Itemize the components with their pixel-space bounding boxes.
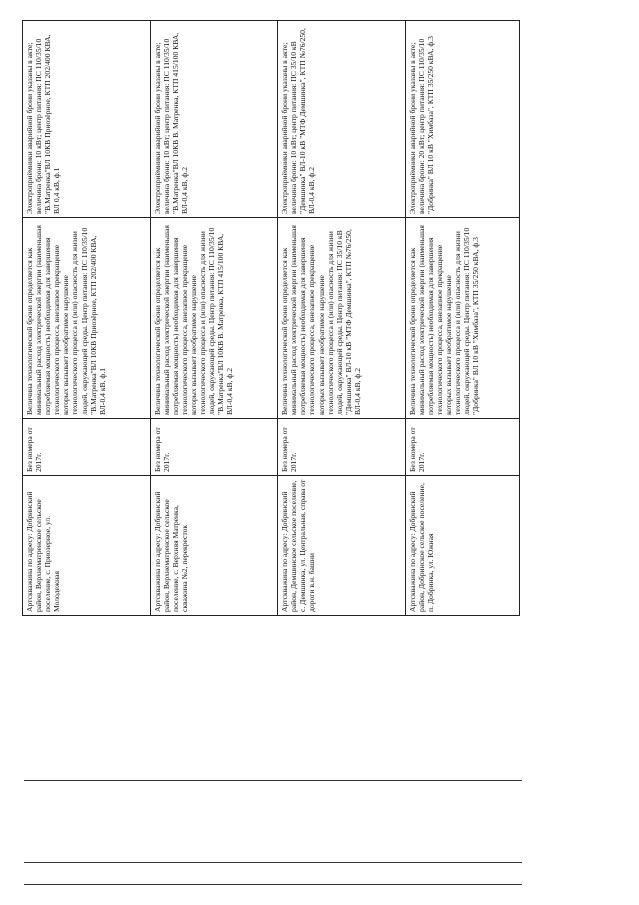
criteria-cell: Величина технологической брони определяется как минимальный расход электрической энергии (наименьшая потребляемая мощность) необходимая для завершения технологического процесса, внезапное прекращение которых вызывает необратимое нарушение технологического процесса и (или) опасность для жизни людей, окружающей среды. Центр питания: ПС 110/35/10 "В.Матренка"ВЛ 10КВ Приозёрное, КТП 202/400 КВА, ВЛ-0,4 кВ, ф.1 — [23, 218, 151, 419]
horizontal-rule-line — [24, 780, 522, 781]
horizontal-rule-line — [24, 862, 522, 863]
table-row — [278, 21, 406, 616]
table-row — [150, 21, 278, 616]
reserve-value-cell: Электроприёмники аварийной брони указаны в акте; величина брони: 10 кВт; центр питания: ПС 110/35/10 "В.Матренка"ВЛ 10КВ В. Матренка, КТП 415/100 КВА, ВЛ-0,4 кВ, ф.2 — [150, 21, 278, 218]
reserve-value-cell: Электроприёмники аварийной брони указаны в акте; величина брони: 10 кВт; центр питания: ПС 35/10 кВ "Демшинка" ВЛ-10 кВ "МТФ Демшинка", КТП №76/250, ВЛ-0,4 кВ, ф.2 — [278, 21, 406, 218]
object-address-cell: Артскважина по адресу: Добринский район, Демшинское сельское поселение, с. Демшинка, ул. Центральная, справа от дороги в.н. башни — [278, 476, 406, 616]
criteria-cell: Величина технологической брони определяется как минимальный расход электрической энергии (наименьшая потребляемая мощность) необходимая для завершения технологического процесса, внезапное прекращение которых вызывает необратимое нарушение технологического процесса и (или) опасность для жизни людей, окружающей среды. Центр питания: ПС 110/35/10 "В.Матренка"ВЛ 10КВ В. Матренка, КТП 415/100 КВА, ВЛ-0,4 кВ, ф.2 — [150, 218, 278, 419]
document-cell: Без номера от 2017г. — [150, 419, 278, 476]
reserve-value-cell: Электроприёмники аварийной брони указаны в акте; величина брони: 20 кВт; центр питания: ПС 110/35/10 "Добринка" ВЛ 10 кВ "Химбаза", КТП 35/250 кВА, ф.3 — [405, 21, 519, 218]
document-cell: Без номера от 2017г. — [23, 419, 151, 476]
object-address-cell: Артскважина по адресу: Добринский район, Верхнематренское сельское поселение, с. Верхняя Матренка, скважина №2, перекресток — [150, 476, 278, 616]
horizontal-rule-line — [24, 884, 522, 885]
rotated-landscape-content — [22, 15, 522, 890]
criteria-cell: Величина технологической брони определяется как минимальный расход электрической энергии (наименьшая потребляемая мощность) необходимая для завершения технологического процесса, внезапное прекращение которых вызывает необратимое нарушение технологического процесса и (или) опасность для жизни людей, окружающей среды. Центр питания: ПС 35/10 кВ "Демшинка" ВЛ-10 кВ "МТФ Демшинка", КТП №76/250, ВЛ-0,4 кВ, ф.2 — [278, 218, 406, 419]
criteria-cell: Величина технологической брони определяется как минимальный расход электрической энергии (наименьшая потребляемая мощность) необходимая для завершения технологического процесса, внезапное прекращение которых вызывает необратимое нарушение технологического процесса и (или) опасность для жизни людей, окружающей среды. Центр питания: ПС 110/35/10 "Добринка" ВЛ 10 кВ "Химбаза", КТП 35/250 кВА, ф.3 — [405, 218, 519, 419]
reserve-table — [22, 20, 520, 616]
object-address-cell: Артскважина по адресу: Добринский район, Верхнематренское сельское поселение, с. Приозерное, ул. Молодежная — [23, 476, 151, 616]
document-cell: Без номера от 2017г. — [405, 419, 519, 476]
table-row — [405, 21, 519, 616]
document-cell: Без номера от 2017г. — [278, 419, 406, 476]
table-row — [23, 21, 151, 616]
object-address-cell: Артскважина по адресу: Добринский район, Добринское сельское поселение, п. Добринка, ул. Южная — [405, 476, 519, 616]
reserve-value-cell: Электроприёмники аварийной брони указаны в акте; величина брони: 10 кВт; центр питания: ПС 110/35/10 "В.Матренка"ВЛ 10КВ Приозёрное, КТП 202/400 КВА, ВЛ 0,4 кВ, ф.1 — [23, 21, 151, 218]
